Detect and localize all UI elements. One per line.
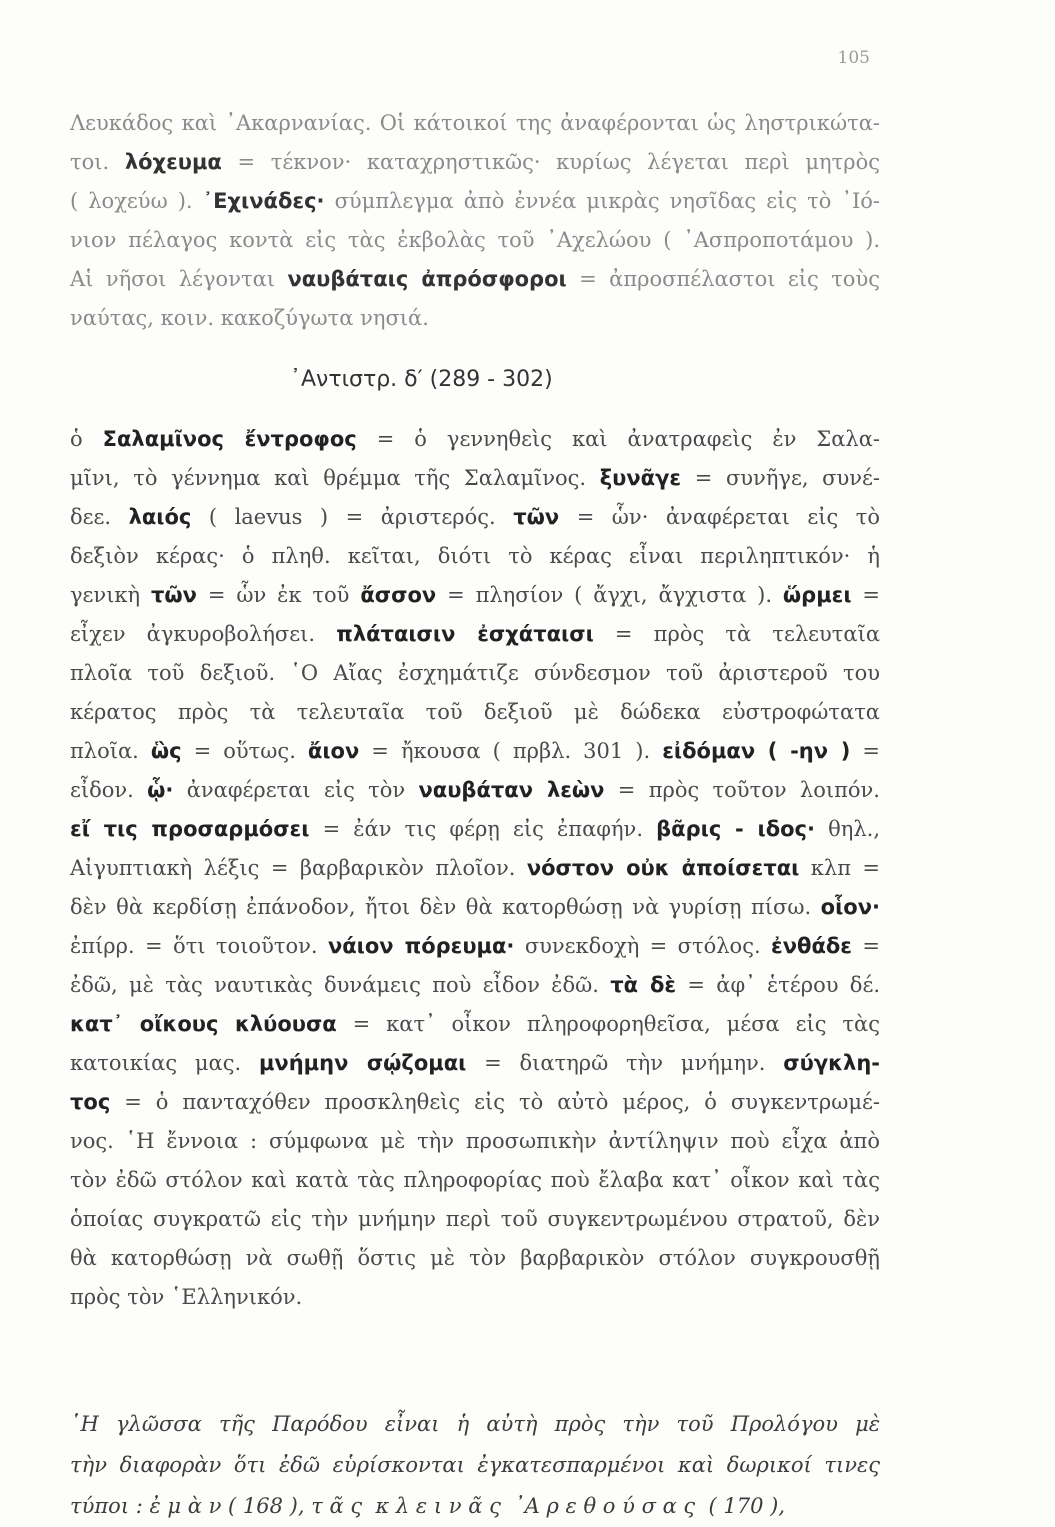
text-run: γενικὴ bbox=[70, 583, 152, 607]
text-run: = bbox=[851, 583, 880, 607]
text-run: πλοῖα τοῦ δεξιοῦ. ῾Ο Αἴας ἐσχημάτιζε σύνδεσμον τοῦ ἀριστεροῦ του bbox=[70, 661, 880, 685]
lemma-term: τὰ δὲ bbox=[610, 973, 677, 997]
text-run: εἶδον. bbox=[70, 778, 148, 802]
text-line bbox=[70, 143, 880, 182]
text-line bbox=[70, 1083, 880, 1122]
lemma-term: τῶν bbox=[513, 505, 560, 529]
lemma-term: ὥρμει bbox=[782, 583, 852, 607]
text-line bbox=[70, 771, 880, 810]
text-run: = πρὸς τοῦτον λοιπόν. bbox=[604, 778, 880, 802]
text-line bbox=[70, 966, 880, 1005]
lemma-term: πλάταισιν ἐσχάταισι bbox=[336, 622, 594, 646]
italic-line: τύποι : ἐ μ ὰ ν ( 168 ), τ ᾶ ς κ λ ε ι ν ᾶ ς ᾿Α ρ ε θ ο ύ σ α ς ( 170 ), bbox=[70, 1494, 786, 1518]
text-line bbox=[70, 927, 880, 966]
text-line bbox=[70, 1122, 880, 1161]
lemma-term: νόστον οὐκ ἀποίσεται bbox=[526, 856, 800, 880]
text-run: = διατηρῶ τὴν μνήμην. bbox=[466, 1051, 784, 1075]
text-run: δεε. bbox=[70, 505, 129, 529]
text-run: δὲν θὰ κερδίσῃ ἐπάνοδον, ἤτοι δὲν θὰ κατορθώσῃ νὰ γυρίσῃ πίσω. bbox=[70, 895, 821, 919]
text-line bbox=[70, 849, 880, 888]
text-line bbox=[70, 1044, 880, 1083]
text-line bbox=[70, 498, 880, 537]
text-line bbox=[70, 654, 880, 693]
text-run: = ὧν ἐκ τοῦ bbox=[197, 583, 361, 607]
text-run: = ὁ πανταχόθεν προσκληθεὶς εἰς τὸ αὐτὸ μέρος, ὁ συγκεντρωμέ- bbox=[110, 1090, 880, 1114]
text-line bbox=[70, 693, 880, 732]
text-run: Λευκάδος καὶ ᾿Ακαρνανίας. Οἱ κάτοικοί της ἀναφέρονται ὡς ληστρικώτα- bbox=[70, 111, 880, 135]
lemma-term: οἷον· bbox=[820, 895, 880, 919]
lemma-term: ἄιον bbox=[307, 739, 360, 763]
lemma-term: βᾶρις - ιδος· bbox=[656, 817, 815, 841]
lemma-term: εἴ τις προσαρμόσει bbox=[70, 817, 310, 841]
text-run: μῖνι, τὸ γέννημα καὶ θρέμμα τῆς Σαλαμῖνος. bbox=[70, 466, 600, 490]
lemma-term: ναυβάταν λεὼν bbox=[418, 778, 605, 802]
lemma-term: ἐνθάδε bbox=[771, 934, 852, 958]
lemma-term: Σαλαμῖνος ἔντροφος bbox=[102, 427, 357, 451]
text-run: = πρὸς τὰ τελευταῖα bbox=[593, 622, 880, 646]
text-line bbox=[70, 576, 880, 615]
section-heading: ᾿Αντιστρ. δ′ (289 - 302) bbox=[290, 367, 553, 392]
lemma-term: λόχευμα bbox=[124, 150, 222, 174]
text-run: ἐδῶ, μὲ τὰς ναυτικὰς δυνάμεις ποὺ εἶδον ἐδῶ. bbox=[70, 973, 611, 997]
text-run: θηλ., bbox=[814, 817, 880, 841]
text-line bbox=[70, 221, 880, 260]
text-line bbox=[70, 1239, 880, 1278]
text-run: ὁ bbox=[70, 427, 103, 451]
lemma-term: ἄσσον bbox=[360, 583, 437, 607]
text-run: ( laevus ) = ἀριστερός. bbox=[191, 505, 514, 529]
text-run: ( λοχεύω ). bbox=[70, 189, 203, 213]
lemma-term: σύγκλη- bbox=[783, 1051, 880, 1075]
text-run: κατοικίας μας. bbox=[70, 1051, 259, 1075]
text-run: ναύτας, κοιν. κακοζύγωτα νησιά. bbox=[70, 306, 429, 330]
text-line bbox=[70, 260, 880, 299]
text-run: πλοῖα. bbox=[70, 739, 151, 763]
commentary-paragraph bbox=[70, 420, 880, 1317]
text-line bbox=[70, 1161, 880, 1200]
text-run: = πλησίον ( ἄγχι, ἄγχιστα ). bbox=[436, 583, 783, 607]
lemma-term: ᾿Εχινάδες· bbox=[202, 189, 325, 213]
text-line bbox=[70, 104, 880, 143]
text-run: νιον πέλαγος κοντὰ εἰς τὰς ἐκβολὰς τοῦ ᾿Αχελώου ( ᾿Ασπροποτάμου ). bbox=[70, 228, 880, 252]
lemma-term: τῶν bbox=[151, 583, 197, 607]
text-run: συνεκδοχὴ = στόλος. bbox=[514, 934, 772, 958]
text-run: πρὸς τὸν ῾Ελληνικόν. bbox=[70, 1285, 303, 1309]
lemma-term: ναυβάταις ἀπρόσφοροι bbox=[287, 267, 567, 291]
text-run: = ἀφ᾿ ἑτέρου δέ. bbox=[676, 973, 880, 997]
text-run: = τέκνον· καταχρηστικῶς· κυρίως λέγεται περὶ μητρὸς bbox=[221, 150, 880, 174]
text-run: = οὕτως. bbox=[181, 739, 308, 763]
text-run: Αἰγυπτιακὴ λέξις = βαρβαρικὸν πλοῖον. bbox=[70, 856, 527, 880]
text-run: = ἀπροσπέλαστοι εἰς τοὺς bbox=[566, 267, 880, 291]
text-line bbox=[70, 615, 880, 654]
text-run: = ἤκουσα ( πρβλ. 301 ). bbox=[359, 739, 663, 763]
text-line bbox=[70, 1278, 880, 1317]
text-line bbox=[70, 888, 880, 927]
text-run: Αἱ νῆσοι λέγονται bbox=[70, 267, 288, 291]
text-line bbox=[70, 1005, 880, 1044]
text-run: = συνῆγε, συνέ- bbox=[681, 466, 880, 490]
text-line bbox=[70, 182, 880, 221]
text-run: = κατ᾿ οἶκον πληροφορηθεῖσα, μέσα εἰς τὰς bbox=[336, 1012, 880, 1036]
text-line bbox=[70, 420, 880, 459]
text-run: τοι. bbox=[70, 150, 125, 174]
text-run: νος. ῾Η ἔννοια : σύμφωνα μὲ τὴν προσωπικὴν ἀντίληψιν ποὺ εἶχα ἀπὸ bbox=[70, 1129, 880, 1153]
text-run: ἀναφέρεται εἰς τὸν bbox=[173, 778, 419, 802]
text-line bbox=[70, 459, 880, 498]
italic-paragraph bbox=[70, 1404, 880, 1527]
italic-line: τὴν διαφορὰν ὅτι ἐδῶ εὑρίσκονται ἐγκατεσπαρμένοι καὶ δωρικοί τινες bbox=[70, 1453, 880, 1477]
text-run: = ἐάν τις φέρῃ εἰς ἐπαφήν. bbox=[309, 817, 657, 841]
lemma-term: μνήμην σῴζομαι bbox=[258, 1051, 467, 1075]
text-line bbox=[70, 299, 880, 338]
lemma-term: ᾧ· bbox=[147, 778, 174, 802]
text-line bbox=[70, 810, 880, 849]
text-run: = ὁ γεννηθεὶς καὶ ἀνατραφεὶς ἐν Σαλα- bbox=[356, 427, 880, 451]
text-run: κλπ = bbox=[799, 856, 881, 880]
top-paragraph bbox=[70, 104, 880, 338]
text-run: ὁποίας συγκρατῶ εἰς τὴν μνήμην περὶ τοῦ συγκεντρωμένου στρατοῦ, δὲν bbox=[70, 1207, 880, 1231]
text-run: εἶχεν ἀγκυροβολήσει. bbox=[70, 622, 337, 646]
italic-line: ῾Η γλῶσσα τῆς Παρόδου εἶναι ἡ αὐτὴ πρὸς τὴν τοῦ Προλόγου μὲ bbox=[70, 1412, 880, 1436]
lemma-term: νάιον πόρευμα· bbox=[327, 934, 515, 958]
text-run: = bbox=[852, 934, 880, 958]
text-line bbox=[70, 732, 880, 771]
text-run: ἐπίρρ. = ὅτι τοιοῦτον. bbox=[70, 934, 328, 958]
text-run: = bbox=[850, 739, 880, 763]
lemma-term: ξυνᾶγε bbox=[599, 466, 682, 490]
text-line bbox=[70, 537, 880, 576]
text-run: δεξιὸν κέρας· ὁ πληθ. κεῖται, διότι τὸ κέρας εἶναι περιληπτικόν· ἡ bbox=[70, 544, 880, 568]
text-run: τὸν ἐδῶ στόλον καὶ κατὰ τὰς πληροφορίας ποὺ ἔλαβα κατ᾿ οἶκον καὶ τὰς bbox=[70, 1168, 880, 1192]
page-number: 105 bbox=[837, 48, 870, 68]
lemma-term: εἰδόμαν ( -ην ) bbox=[662, 739, 851, 763]
lemma-term: κατ᾿ οἴκους κλύουσα bbox=[70, 1012, 337, 1036]
lemma-term: τος bbox=[70, 1090, 111, 1114]
text-run: κέρατος πρὸς τὰ τελευταῖα τοῦ δεξιοῦ μὲ δώδεκα εὐστροφώτατα bbox=[70, 700, 880, 724]
text-line bbox=[70, 1200, 880, 1239]
text-run: θὰ κατορθώσῃ νὰ σωθῇ ὅστις μὲ τὸν βαρβαρικὸν στόλον συγκρουσθῇ bbox=[70, 1246, 880, 1270]
lemma-term: λαιός bbox=[128, 505, 192, 529]
text-run: σύμπλεγμα ἀπὸ ἐννέα μικρὰς νησῖδας εἰς τὸ ᾿Ιό- bbox=[324, 189, 880, 213]
text-run: = ὧν· ἀναφέρεται εἰς τὸ bbox=[559, 505, 880, 529]
lemma-term: ὣς bbox=[150, 739, 182, 763]
